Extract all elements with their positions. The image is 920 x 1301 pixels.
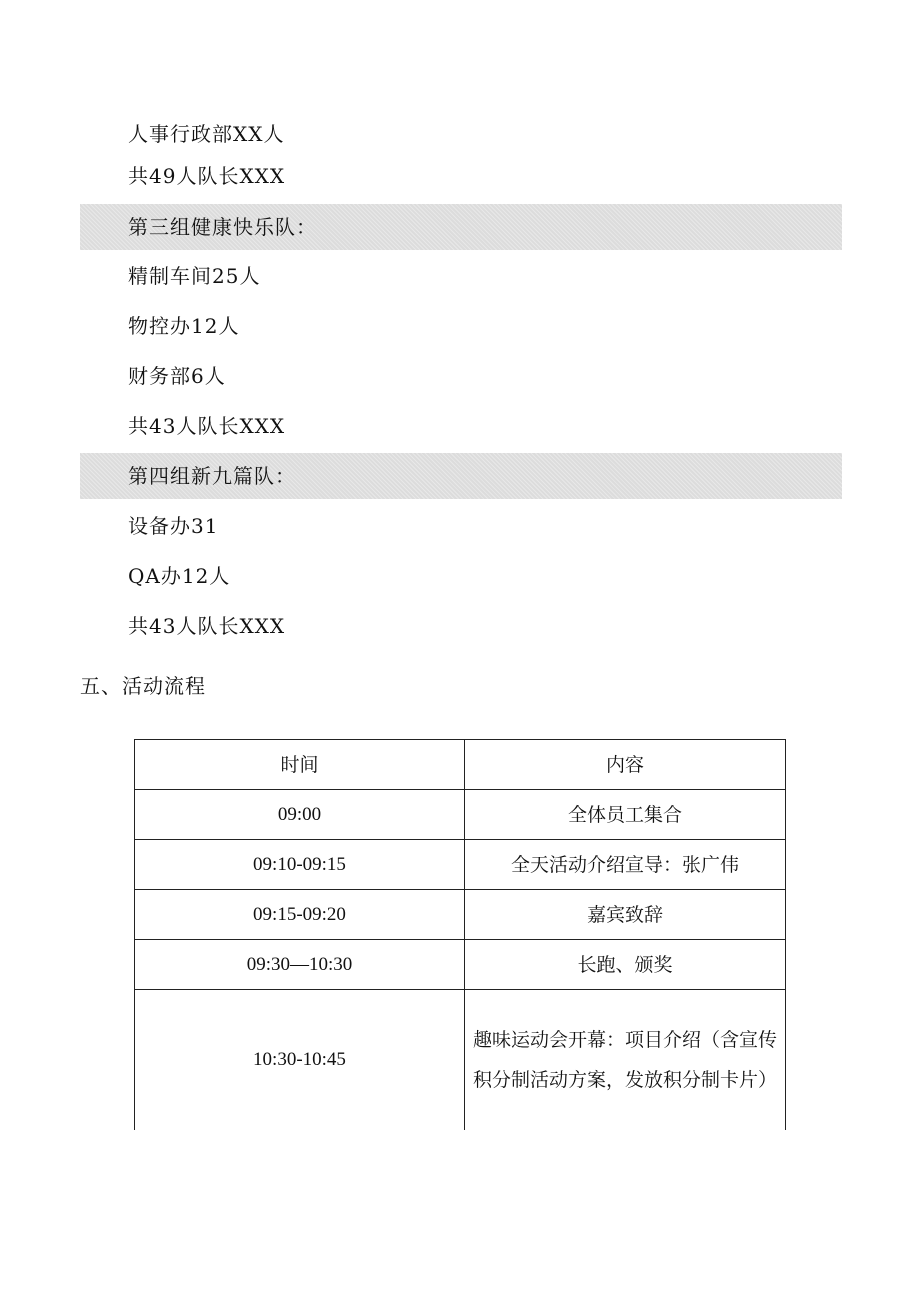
header-content: 内容 xyxy=(465,740,786,790)
group2-line-total: 共49人队长XXX xyxy=(128,164,286,188)
row-content: 趣味运动会开幕：项目介绍（含宣传积分制活动方案，发放积分制卡片） xyxy=(465,990,786,1131)
schedule-table xyxy=(134,739,786,1130)
group3-line-refining: 精制车间25人 xyxy=(128,264,261,288)
group4-line-total: 共43人队长XXX xyxy=(128,614,286,638)
row-time: 09:00 xyxy=(135,790,465,840)
row-content: 全体员工集合 xyxy=(465,790,786,840)
group4-title: 第四组新九篇队： xyxy=(128,464,296,488)
group4-line-qa: QA办12人 xyxy=(128,564,231,588)
row-content: 全天活动介绍宣导：张广伟 xyxy=(465,840,786,890)
group3-title: 第三组健康快乐队： xyxy=(128,215,317,239)
row-time: 09:15-09:20 xyxy=(135,890,465,940)
group2-line-hr-admin: 人事行政部XX人 xyxy=(128,122,285,146)
group3-line-total: 共43人队长XXX xyxy=(128,414,286,438)
row-time: 10:30-10:45 xyxy=(135,990,465,1131)
header-time: 时间 xyxy=(135,740,465,790)
row-content: 嘉宾致辞 xyxy=(465,890,786,940)
table-row xyxy=(135,940,786,990)
table-row xyxy=(135,990,786,1131)
group3-title-band xyxy=(80,204,842,250)
table-row xyxy=(135,890,786,940)
group4-line-equipment: 设备办31 xyxy=(128,514,219,538)
table-row xyxy=(135,790,786,840)
group4-title-band xyxy=(80,453,842,499)
table-header-row xyxy=(135,740,786,790)
section-heading-activity-flow: 五、活动流程 xyxy=(80,674,206,698)
table-row xyxy=(135,840,786,890)
group3-line-materials: 物控办12人 xyxy=(128,314,240,338)
row-time: 09:10-09:15 xyxy=(135,840,465,890)
group3-line-finance: 财务部6人 xyxy=(128,364,226,388)
row-time: 09:30—10:30 xyxy=(135,940,465,990)
row-content: 长跑、颁奖 xyxy=(465,940,786,990)
